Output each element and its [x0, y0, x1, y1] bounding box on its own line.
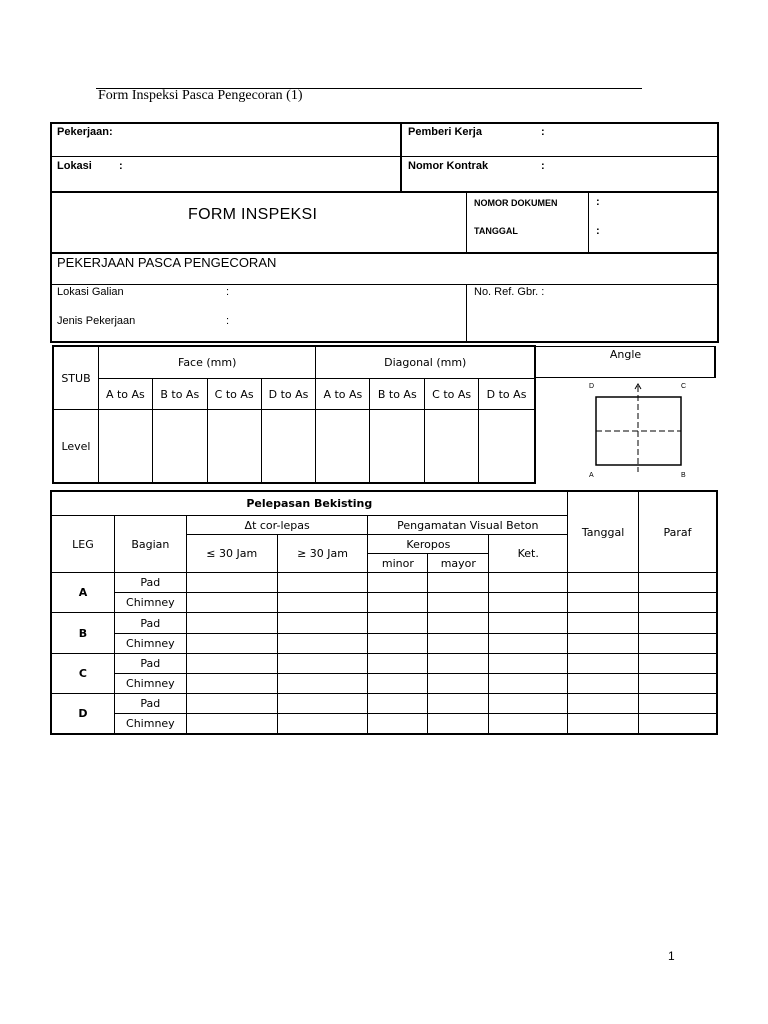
entry-cell[interactable]: [186, 693, 277, 713]
jenis-pekerjaan-label: Jenis Pekerjaan: [57, 315, 136, 327]
entry-cell[interactable]: [489, 573, 568, 593]
page-header-title: Form Inspeksi Pasca Pengecoran (1): [98, 88, 303, 103]
tanggal-header: Tanggal: [568, 492, 639, 573]
angle-label: Angle: [609, 348, 642, 361]
entry-cell[interactable]: [368, 613, 428, 633]
entry-cell[interactable]: [368, 633, 428, 653]
nomor-dokumen-colon: :: [596, 196, 600, 208]
col-face-d: D to As: [261, 379, 316, 410]
entry-cell[interactable]: [639, 633, 717, 653]
nomor-kontrak-colon: :: [541, 160, 545, 172]
entry-cell[interactable]: [639, 693, 717, 713]
leg-cell: D: [52, 693, 115, 733]
entry-cell[interactable]: [368, 573, 428, 593]
lokasi-colon: :: [119, 160, 123, 172]
divider: [400, 122, 402, 193]
entry-cell[interactable]: [277, 693, 368, 713]
pemberi-kerja-label: Pemberi Kerja: [408, 126, 482, 138]
bagian-header: Bagian: [114, 516, 186, 573]
level-cell[interactable]: [207, 410, 261, 484]
mayor-header: mayor: [428, 554, 489, 573]
entry-cell[interactable]: [428, 613, 489, 633]
entry-cell[interactable]: [568, 653, 639, 673]
level-cell[interactable]: [98, 410, 152, 484]
col-diag-d: D to As: [479, 379, 535, 410]
bagian-cell: Chimney: [114, 713, 186, 733]
ref-gbr-label: No. Ref. Gbr. :: [474, 286, 545, 298]
divider: [466, 192, 467, 254]
entry-cell[interactable]: [489, 713, 568, 733]
entry-cell[interactable]: [568, 613, 639, 633]
entry-cell[interactable]: [639, 713, 717, 733]
divider: [50, 284, 719, 285]
entry-cell[interactable]: [277, 633, 368, 653]
entry-cell[interactable]: [277, 653, 368, 673]
level-cell[interactable]: [425, 410, 479, 484]
entry-cell[interactable]: [489, 593, 568, 613]
bagian-cell: Pad: [114, 693, 186, 713]
entry-cell[interactable]: [277, 673, 368, 693]
subtitle: PEKERJAAN PASCA PENGECORAN: [57, 255, 277, 270]
entry-cell[interactable]: [277, 613, 368, 633]
lokasi-galian-colon: :: [226, 286, 230, 298]
bagian-cell: Pad: [114, 653, 186, 673]
entry-cell[interactable]: [489, 673, 568, 693]
entry-cell[interactable]: [186, 573, 277, 593]
divider: [50, 252, 719, 254]
pekerjaan-label: Pekerjaan:: [57, 126, 113, 138]
entry-cell[interactable]: [186, 593, 277, 613]
leg-header: LEG: [52, 516, 115, 573]
bagian-cell: Chimney: [114, 673, 186, 693]
entry-cell[interactable]: [428, 633, 489, 653]
entry-cell[interactable]: [639, 653, 717, 673]
diagram-label-c: C: [681, 383, 687, 390]
level-label: Level: [54, 410, 99, 484]
entry-cell[interactable]: [428, 673, 489, 693]
keropos-header: Keropos: [368, 535, 489, 554]
level-cell[interactable]: [370, 410, 425, 484]
tanggal-label: TANGGAL: [474, 226, 518, 236]
leg-cell: C: [52, 653, 115, 693]
entry-cell[interactable]: [568, 673, 639, 693]
lokasi-galian-label: Lokasi Galian: [57, 286, 124, 298]
entry-cell[interactable]: [428, 593, 489, 613]
entry-cell[interactable]: [568, 573, 639, 593]
bagian-cell: Pad: [114, 613, 186, 633]
entry-cell[interactable]: [277, 573, 368, 593]
entry-cell[interactable]: [186, 613, 277, 633]
entry-cell[interactable]: [277, 593, 368, 613]
diagram-label-d: D: [589, 383, 595, 390]
col-face-a: A to As: [98, 379, 152, 410]
face-header: Face (mm): [98, 347, 316, 379]
entry-cell[interactable]: [568, 593, 639, 613]
entry-cell[interactable]: [639, 673, 717, 693]
pemberi-kerja-colon: :: [541, 126, 545, 138]
entry-cell[interactable]: [568, 693, 639, 713]
page-number: 1: [668, 949, 675, 963]
col-diag-b: B to As: [370, 379, 425, 410]
level-cell[interactable]: [152, 410, 207, 484]
angle-diagram: [585, 380, 695, 480]
visual-header: Pengamatan Visual Beton: [368, 516, 568, 535]
entry-cell[interactable]: [368, 653, 428, 673]
entry-cell[interactable]: [428, 693, 489, 713]
leg-cell: B: [52, 613, 115, 653]
le30-header: ≤ 30 Jam: [186, 535, 277, 573]
diagram-label-b: B: [681, 472, 686, 479]
bagian-cell: Pad: [114, 573, 186, 593]
divider: [50, 191, 719, 193]
entry-cell[interactable]: [639, 613, 717, 633]
entry-cell[interactable]: [186, 653, 277, 673]
level-cell[interactable]: [479, 410, 535, 484]
bagian-cell: Chimney: [114, 633, 186, 653]
bagian-cell: Chimney: [114, 593, 186, 613]
col-diag-c: C to As: [425, 379, 479, 410]
divider: [50, 156, 719, 157]
stub-table: [53, 346, 535, 484]
entry-cell[interactable]: [428, 653, 489, 673]
entry-cell[interactable]: [428, 573, 489, 593]
diagram-label-a: A: [589, 472, 594, 479]
divider: [588, 192, 589, 254]
col-diag-a: A to As: [316, 379, 370, 410]
entry-cell[interactable]: [568, 713, 639, 733]
entry-cell[interactable]: [639, 573, 717, 593]
paraf-header: Paraf: [639, 492, 717, 573]
entry-cell[interactable]: [428, 713, 489, 733]
entry-cell[interactable]: [368, 713, 428, 733]
col-face-c: C to As: [207, 379, 261, 410]
nomor-dokumen-label: NOMOR DOKUMEN: [474, 198, 558, 208]
bekisting-title: Pelepasan Bekisting: [52, 492, 568, 516]
tanggal-colon: :: [596, 225, 600, 237]
entry-cell[interactable]: [489, 653, 568, 673]
level-cell[interactable]: [316, 410, 370, 484]
jenis-pekerjaan-colon: :: [226, 315, 230, 327]
dt-header: Δt cor-lepas: [186, 516, 368, 535]
ket-header: Ket.: [489, 535, 568, 573]
col-face-b: B to As: [152, 379, 207, 410]
entry-cell[interactable]: [489, 633, 568, 653]
ge30-header: ≥ 30 Jam: [277, 535, 368, 573]
form-title: FORM INSPEKSI: [188, 206, 318, 223]
divider: [466, 284, 467, 342]
nomor-kontrak-label: Nomor Kontrak: [408, 160, 489, 172]
entry-cell[interactable]: [489, 693, 568, 713]
entry-cell[interactable]: [277, 713, 368, 733]
diagonal-header: Diagonal (mm): [316, 347, 535, 379]
entry-cell[interactable]: [639, 593, 717, 613]
entry-cell[interactable]: [186, 713, 277, 733]
entry-cell[interactable]: [186, 673, 277, 693]
entry-cell[interactable]: [568, 633, 639, 653]
bekisting-table: [51, 491, 717, 734]
leg-cell: A: [52, 573, 115, 613]
minor-header: minor: [368, 554, 428, 573]
lokasi-label: Lokasi: [57, 160, 92, 172]
stub-label: STUB: [54, 347, 99, 410]
entry-cell[interactable]: [489, 613, 568, 633]
entry-cell[interactable]: [368, 693, 428, 713]
level-cell[interactable]: [261, 410, 316, 484]
entry-cell[interactable]: [368, 593, 428, 613]
entry-cell[interactable]: [186, 633, 277, 653]
entry-cell[interactable]: [368, 673, 428, 693]
